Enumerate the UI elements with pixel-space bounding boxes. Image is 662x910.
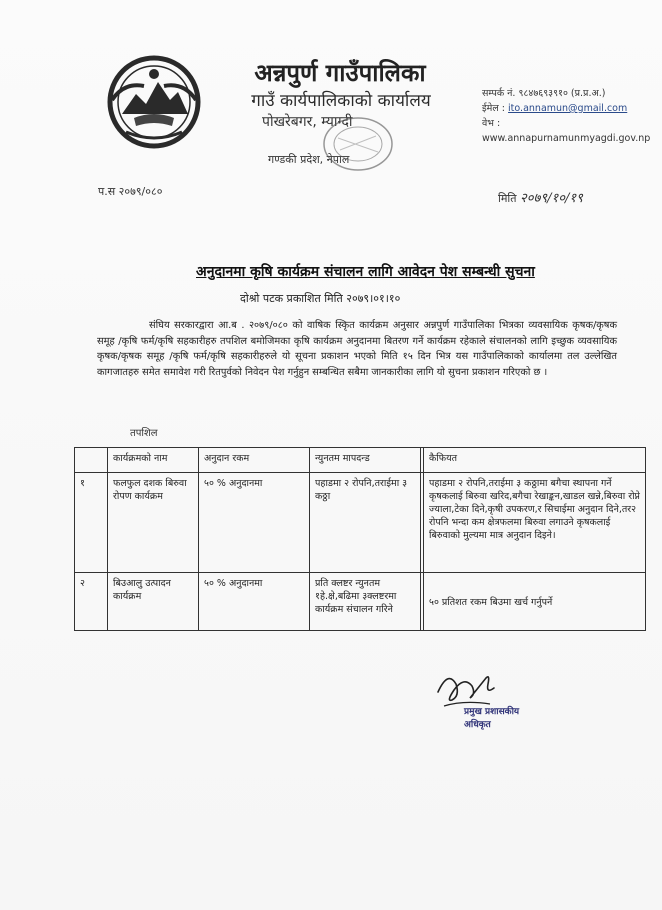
- reference-number: प.स २०७९/०८०: [98, 185, 163, 198]
- header-minimum-criteria: न्युनतम मापदन्ड: [310, 448, 421, 473]
- row-program-name: फलफुल दशक बिरुवा रोपण कार्यक्रम: [108, 473, 199, 573]
- signature-stamp: [464, 706, 519, 732]
- stamp-line-2: अधिकृत: [464, 720, 491, 730]
- office-province: गण्डकी प्रदेश, नेपाल: [268, 153, 350, 166]
- phone-label: सम्पर्क नं.: [482, 88, 516, 99]
- row-remarks: पहाडमा २ रोपनि,तराईमा ३ कठ्ठामा बगैचा स्थापना गर्ने कृषकलाई बिरुवा खरिद,बगैचा रेखाङ्कन,खाडल खन्ने,बिरुवा रोप्ने ज्याला,टेका दिने,कृषी उपकरण,र सिचाईमा अनुदान दिने,तर२ रोपनि भन्दा कम क्षेत्रफलमा बिरुवा लगाउने कृषकलाई बिरुवाको मुल्यमा मात्र अनुदान दिइने।: [424, 473, 646, 573]
- second-publication-date: दोश्रो पटक प्रकाशित मिति २०७९।०१।१०: [240, 292, 401, 305]
- phone-value: ९८४७६९३९१० (प्र.प्र.अ.): [518, 88, 606, 99]
- signature-icon: [430, 662, 500, 712]
- row-minimum-criteria: पहाडमा २ रोपनि,तराईमा ३ कठ्ठा: [310, 473, 421, 573]
- row-sn: २: [75, 573, 108, 631]
- header-sn: [75, 448, 108, 473]
- email-label: ईमेल :: [482, 103, 506, 114]
- row-remarks: ५० प्रतिशत रकम बिउमा खर्च गर्नुपर्ने: [424, 573, 646, 631]
- office-place: पोखरेबगर, म्याग्दी: [262, 114, 353, 130]
- contact-block: [482, 86, 652, 146]
- row-grant-amount: ५० % अनुदानमा: [199, 573, 310, 631]
- web-value-line: [482, 131, 652, 146]
- web-line: [482, 116, 652, 131]
- row-minimum-criteria: प्रति क्लष्टर न्युनतम १हे.क्षे,बढिमा ३क्लष्टरमा कार्यक्रम संचालन गरिने: [310, 573, 421, 631]
- date-label: मिति: [498, 192, 517, 205]
- row-sn: १: [75, 473, 108, 573]
- program-table: [74, 447, 646, 631]
- email-line: [482, 101, 652, 116]
- row-program-name: बिउआलु उत्पादन कार्यक्रम: [108, 573, 199, 631]
- table-row: [75, 573, 646, 631]
- stamp-line-1: प्रमुख प्रशासकीय: [464, 707, 520, 717]
- header-program-name: कार्यक्रमको नाम: [108, 448, 199, 473]
- web-label: वेभ :: [482, 118, 501, 129]
- notice-title: अनुदानमा कृषि कार्यक्रम संचालन लागि आवेदन पेश सम्बन्धी सुचना: [196, 264, 535, 280]
- notice-body: संघिय सरकारद्वारा आ.ब . २०७९/०८० को वाषिक स्किृत कार्यक्रम अनुसार अन्नपुर्ण गाउँपालिका भित्रका व्यवसायिक कृषक/कृषक समूह /कृषि फर्म/कृषि सहकारीहरु तपशिल बमोजिमका कृषि कार्यक्रम अनुदानमा बितरण गर्ने कार्यक्रम रहेकाले संचालनको लागि इच्छुक व्यवसायिक कृषक/कृषक समूह /कृषि फर्म/कृषि सहकारीहरुले यो सूचना प्रकाशन भएको मिति १५ दिन भित्र यस गाउँपालिकाको कार्यालमा तल उल्लेखित कागजातहरु समेत समावेश गरी रितपुर्वको निवेदन पेश गर्नुहुन सम्बन्धित सबैमा जानकारीका लागि यो सुचना प्रकाशन गरिएको छ ।: [97, 320, 617, 378]
- web-link[interactable]: www.annapurnamunmyagdi.gov.np: [482, 133, 651, 144]
- phone-line: [482, 86, 652, 101]
- header-grant-amount: अनुदान रकम: [199, 448, 310, 473]
- details-label: तपशिल: [130, 428, 158, 439]
- municipality-title: अन्नपुर्ण गाउँपालिका: [254, 59, 426, 87]
- date-line: [498, 188, 583, 206]
- table-header-row: [75, 448, 646, 473]
- header-remarks: कैफियत: [424, 448, 646, 473]
- office-stamp-icon: [318, 112, 398, 176]
- email-link[interactable]: ito.annamun@gmail.com: [508, 103, 628, 114]
- row-grant-amount: ५० % अनुदानमा: [199, 473, 310, 573]
- date-value: २०७९/१०/१९: [520, 191, 583, 206]
- table-row: [75, 473, 646, 573]
- office-subtitle: गाउँ कार्यपालिकाको कार्यालय: [251, 91, 431, 111]
- municipality-emblem-icon: [104, 52, 204, 152]
